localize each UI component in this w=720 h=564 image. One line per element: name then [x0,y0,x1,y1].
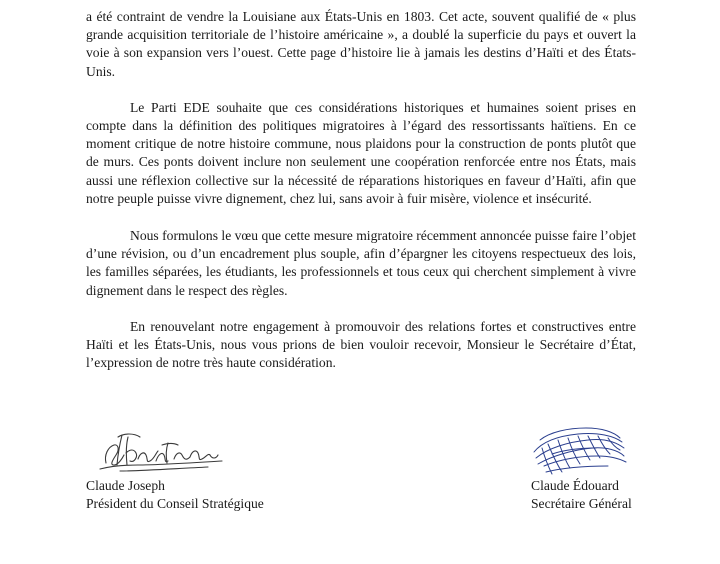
signatory-title: Secrétaire Général [531,496,632,511]
signatory-name: Claude Joseph [86,478,165,493]
paragraph-2: Le Parti EDE souhaite que ces considérations historiques et humaines soient prises en compte dans la définition des politiques migratoires à l’égard des ressortissants haïtiens. En ce moment critique de notre histoire commune, nous plaidons pour la construction de ponts plutôt que de murs. Ces ponts doivent inclure non seulement une coopération renforcée entre nos États, mais aussi une réflexion collective sur la nécessité de réparations historiques en faveur d’Haïti, afin que notre peuple puisse vivre dignement, chez lui, sans avoir à fuir misère, violence et insécurité. [86,99,636,206]
signatory-title: Président du Conseil Stratégique [86,496,264,511]
paragraph-4: En renouvelant notre engagement à promouvoir des relations fortes et constructives entre Haïti et les États-Unis, nous vous prions de bien vouloir recevoir, Monsieur le Secrétaire d’État, l’expression de notre très haute considération. [86,318,636,371]
signature-block-left [86,477,264,513]
paragraph-1: a été contraint de vendre la Louisiane aux États-Unis en 1803. Cet acte, souvent qualifié de « plus grande acquisition territoriale de l’histoire américaine », a doublé la superficie du pays et ouvert la voie à son expansion vers l’ouest. Cette page d’histoire lie à jamais les destins d’Haïti et des États-Unis. [86,9,636,79]
signature-claude-edouard-image [528,422,628,477]
letter-body [86,8,636,372]
paragraph-3: Nous formulons le vœu que cette mesure migratoire récemment annoncée puisse faire l’objet d’une révision, ou d’un encadrement plus souple, afin d’épargner les citoyens respectueux des lois, les familles séparées, les étudiants, les professionnels et tous ceux qui cherchent simplement à vivre dignement dans le respect des règles. [86,228,636,298]
signature-block-right [531,477,632,513]
signature-claude-joseph-image [98,425,228,480]
signatory-name: Claude Édouard [531,478,619,493]
